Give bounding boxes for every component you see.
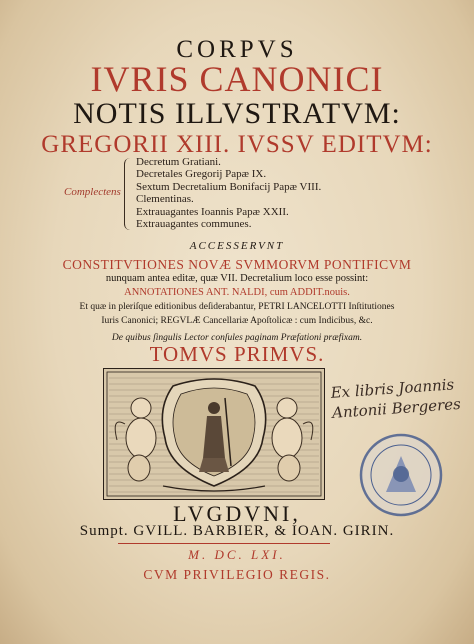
nunquam-line: nunquam antea editæ, quæ VII. Decretalium loco esse possint: bbox=[105, 273, 369, 284]
list-item: Extrauagantes Ioannis Papæ XXII. bbox=[136, 205, 289, 218]
imprint-year: M. DC. LXI. bbox=[188, 547, 286, 562]
title-gregorii: GREGORII XIII. IVSSV EDITVM: bbox=[41, 131, 433, 158]
contents-block bbox=[64, 156, 394, 236]
list-item: Extrauagantes communes. bbox=[136, 218, 252, 231]
de-quibus-line: De quibus ſingulis Lector conſules paginam Præfationi præfixam. bbox=[111, 333, 363, 343]
divider bbox=[118, 543, 330, 544]
list-item: Decretum Gratiani. bbox=[136, 156, 221, 168]
annotationes-line: ANNOTATIONES ANT. NALDI, cum ADDIT.nouis. bbox=[124, 287, 350, 298]
iuris-line: Iuris Canonici; REGVLÆ Cancellariæ Apoſtolicæ : cum Indicibus, &c. bbox=[101, 316, 373, 326]
curly-brace-icon bbox=[124, 158, 131, 230]
title-corpus: CORPVS bbox=[176, 36, 298, 63]
imprint-city: LVGDVNI, bbox=[173, 501, 301, 526]
imprint-privilege: CVM PRIVILEGIO REGIS. bbox=[143, 567, 331, 582]
constitutiones-line: CONSTITVTIONES NOVÆ SVMMORVM PONTIFICVM bbox=[62, 257, 412, 272]
complectens-label: Complectens bbox=[64, 186, 121, 198]
list-item: Decretales Gregorij Papæ IX. bbox=[136, 168, 267, 181]
signature-line-2: Antonii Bergeres bbox=[331, 394, 462, 422]
contents-list bbox=[136, 156, 321, 230]
list-item: Clementinas. bbox=[136, 193, 194, 206]
accesserunt-line: ACCESSERVNT bbox=[189, 240, 285, 252]
signature-line-1: Ex libris Joannis bbox=[330, 375, 455, 402]
imprint-publishers: Sumpt. GVILL. BARBIER, & IOAN. GIRIN. bbox=[79, 523, 395, 539]
volume-title: TOMVS PRIMVS. bbox=[149, 342, 325, 366]
title-iuris-canonici: IVRIS CANONICI bbox=[90, 59, 384, 99]
engraved-vignette bbox=[103, 368, 325, 500]
et-quae-line: Et quæ in pleriſque editionibus deſiderabantur, PETRI LANCELOTTI Inſtitutiones bbox=[79, 302, 395, 312]
title-notis-illustratum: NOTIS ILLVSTRATVM: bbox=[73, 97, 401, 130]
list-item: Sextum Decretalium Bonifacij Papæ VIII. bbox=[136, 180, 322, 193]
